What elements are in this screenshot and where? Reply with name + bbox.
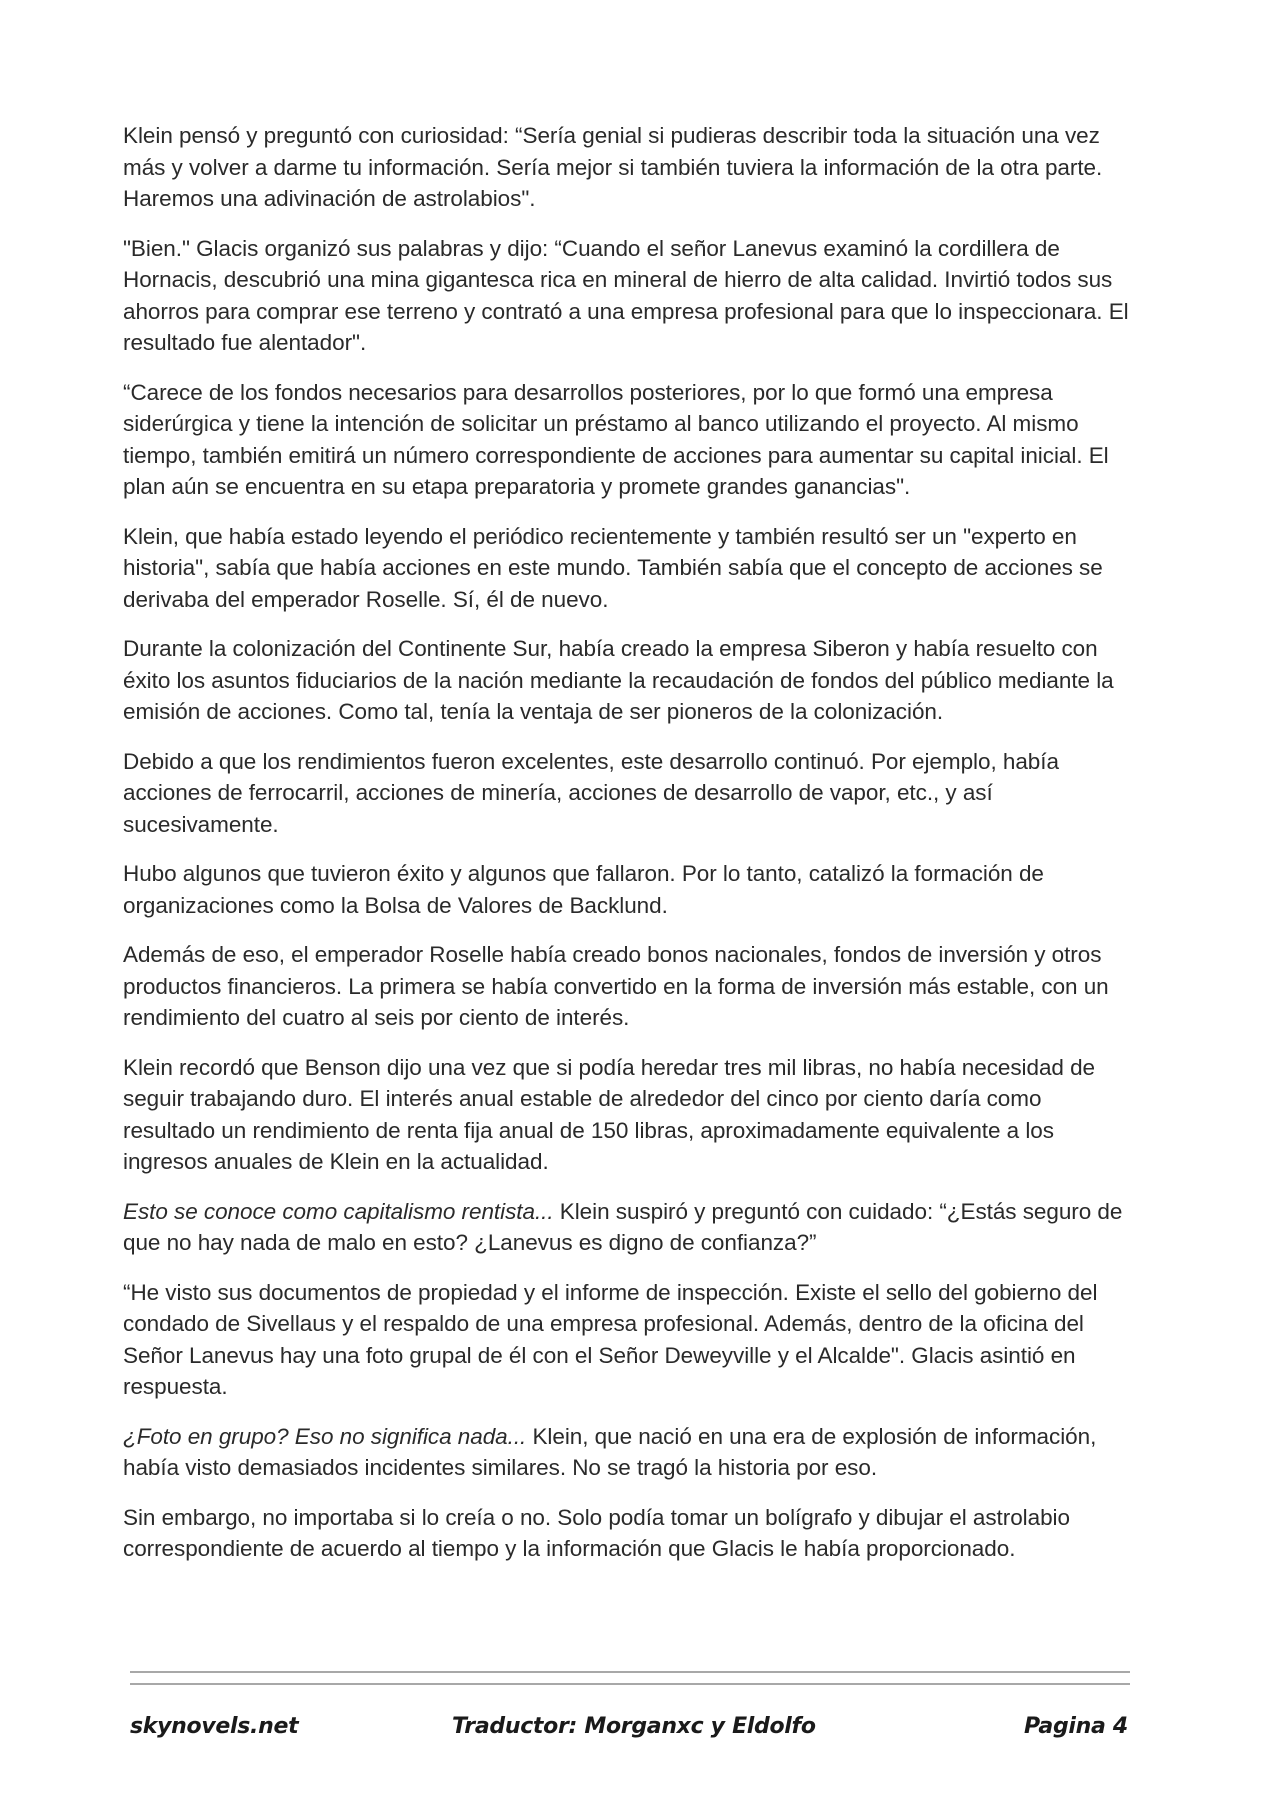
paragraph-text: Durante la colonización del Continente Sur, había creado la empresa Siberon y había resuelto con éxito los asuntos fiduciarios de la nación mediante la recaudación de fondos del público mediante la emisión de acciones. Como tal, tenía la ventaja de ser pioneros de la colonización. [123,636,1114,724]
paragraph-text: Además de eso, el emperador Roselle había creado bonos nacionales, fondos de inversión y otros productos financieros. La primera se había convertido en la forma de inversión más estable, con un rendimiento del cuatro al seis por ciento de interés. [123,942,1109,1030]
paragraph [123,939,1138,1034]
footer-site-name: skynovels.net [130,1714,299,1739]
paragraph [123,120,1138,215]
paragraph [123,1502,1138,1565]
paragraph-italic-text: ¿Foto en grupo? Eso no significa nada... [123,1423,527,1449]
paragraph [123,1052,1138,1178]
paragraph [123,521,1138,616]
paragraph-text: Klein, que nació en una era de explosión de información, había visto demasiados incidentes similares. No se tragó la historia por eso. [123,1423,1097,1480]
footer-page-number: Pagina 4 [1024,1714,1128,1739]
paragraph [123,746,1138,841]
paragraph-text: Hubo algunos que tuvieron éxito y algunos que fallaron. Por lo tanto, catalizó la formación de organizaciones como la Bolsa de Valores de Backlund. [123,861,1044,918]
paragraph-text: Klein pensó y preguntó con curiosidad: “Sería genial si pudieras describir toda la situación una vez más y volver a darme tu información. Sería mejor si también tuviera la información de la otra parte. Haremos una adivinación de astrolabios". [123,123,1103,211]
paragraph-text: Sin embargo, no importaba si lo creía o no. Solo podía tomar un bolígrafo y dibujar el astrolabio correspondiente de acuerdo al tiempo y la información que Glacis le había proporcionado. [123,1504,1070,1561]
paragraph-text: "Bien." Glacis organizó sus palabras y dijo: “Cuando el señor Lanevus examinó la cordillera de Hornacis, descubrió una mina gigantesca rica en mineral de hierro de alta calidad. Invirtió todos sus ahorros para comprar ese terreno y contrató a una empresa profesional para que lo inspeccionara. El resultado fue alentador". [123,235,1129,355]
paragraph [123,1277,1138,1403]
footer-divider-bottom [130,1683,1130,1685]
footer-divider-top [130,1671,1130,1673]
paragraph-text: Klein recordó que Benson dijo una vez que si podía heredar tres mil libras, no había necesidad de seguir trabajando duro. El interés anual estable de alrededor del cinco por ciento daría como resultado un rendimiento de renta fija anual de 150 libras, aproximadamente equivalente a los ingresos anuales de Klein en la actualidad. [123,1054,1096,1174]
paragraph [123,1196,1138,1259]
paragraph [123,233,1138,359]
paragraph-text: “He visto sus documentos de propiedad y el informe de inspección. Existe el sello del gobierno del condado de Sivellaus y el respaldo de una empresa profesional. Además, dentro de la oficina del Señor Lanevus hay una foto grupal de él con el Señor Deweyville y el Alcalde". Glacis asintió en respuesta. [123,1279,1098,1399]
paragraph-text: “Carece de los fondos necesarios para desarrollos posteriores, por lo que formó una empresa siderúrgica y tiene la intención de solicitar un préstamo al banco utilizando el proyecto. Al mismo tiempo, también emitirá un número correspondiente de acciones para aumentar su capital inicial. El plan aún se encuentra en su etapa preparatoria y promete grandes ganancias". [123,379,1109,499]
footer-translator-credit: Traductor: Morganxc y Eldolfo [452,1714,816,1739]
paragraph-text: Debido a que los rendimientos fueron excelentes, este desarrollo continuó. Por ejemplo, había acciones de ferrocarril, acciones de minería, acciones de desarrollo de vapor, etc., y así sucesivamente. [123,748,1059,837]
paragraph [123,858,1138,921]
paragraph-italic-text: Esto se conoce como capitalismo rentista... [123,1198,554,1224]
paragraph-text: Klein suspiró y preguntó con cuidado: “¿Estás seguro de que no hay nada de malo en esto? ¿Lanevus es digno de confianza?” [123,1198,1123,1255]
paragraph [123,633,1138,728]
paragraph-text: Klein, que había estado leyendo el periódico recientemente y también resultó ser un "experto en historia", sabía que había acciones en este mundo. También sabía que el concepto de acciones se derivaba del emperador Roselle. Sí, él de nuevo. [123,523,1103,612]
document-body [123,120,1138,1583]
paragraph [123,1421,1138,1484]
paragraph [123,377,1138,503]
